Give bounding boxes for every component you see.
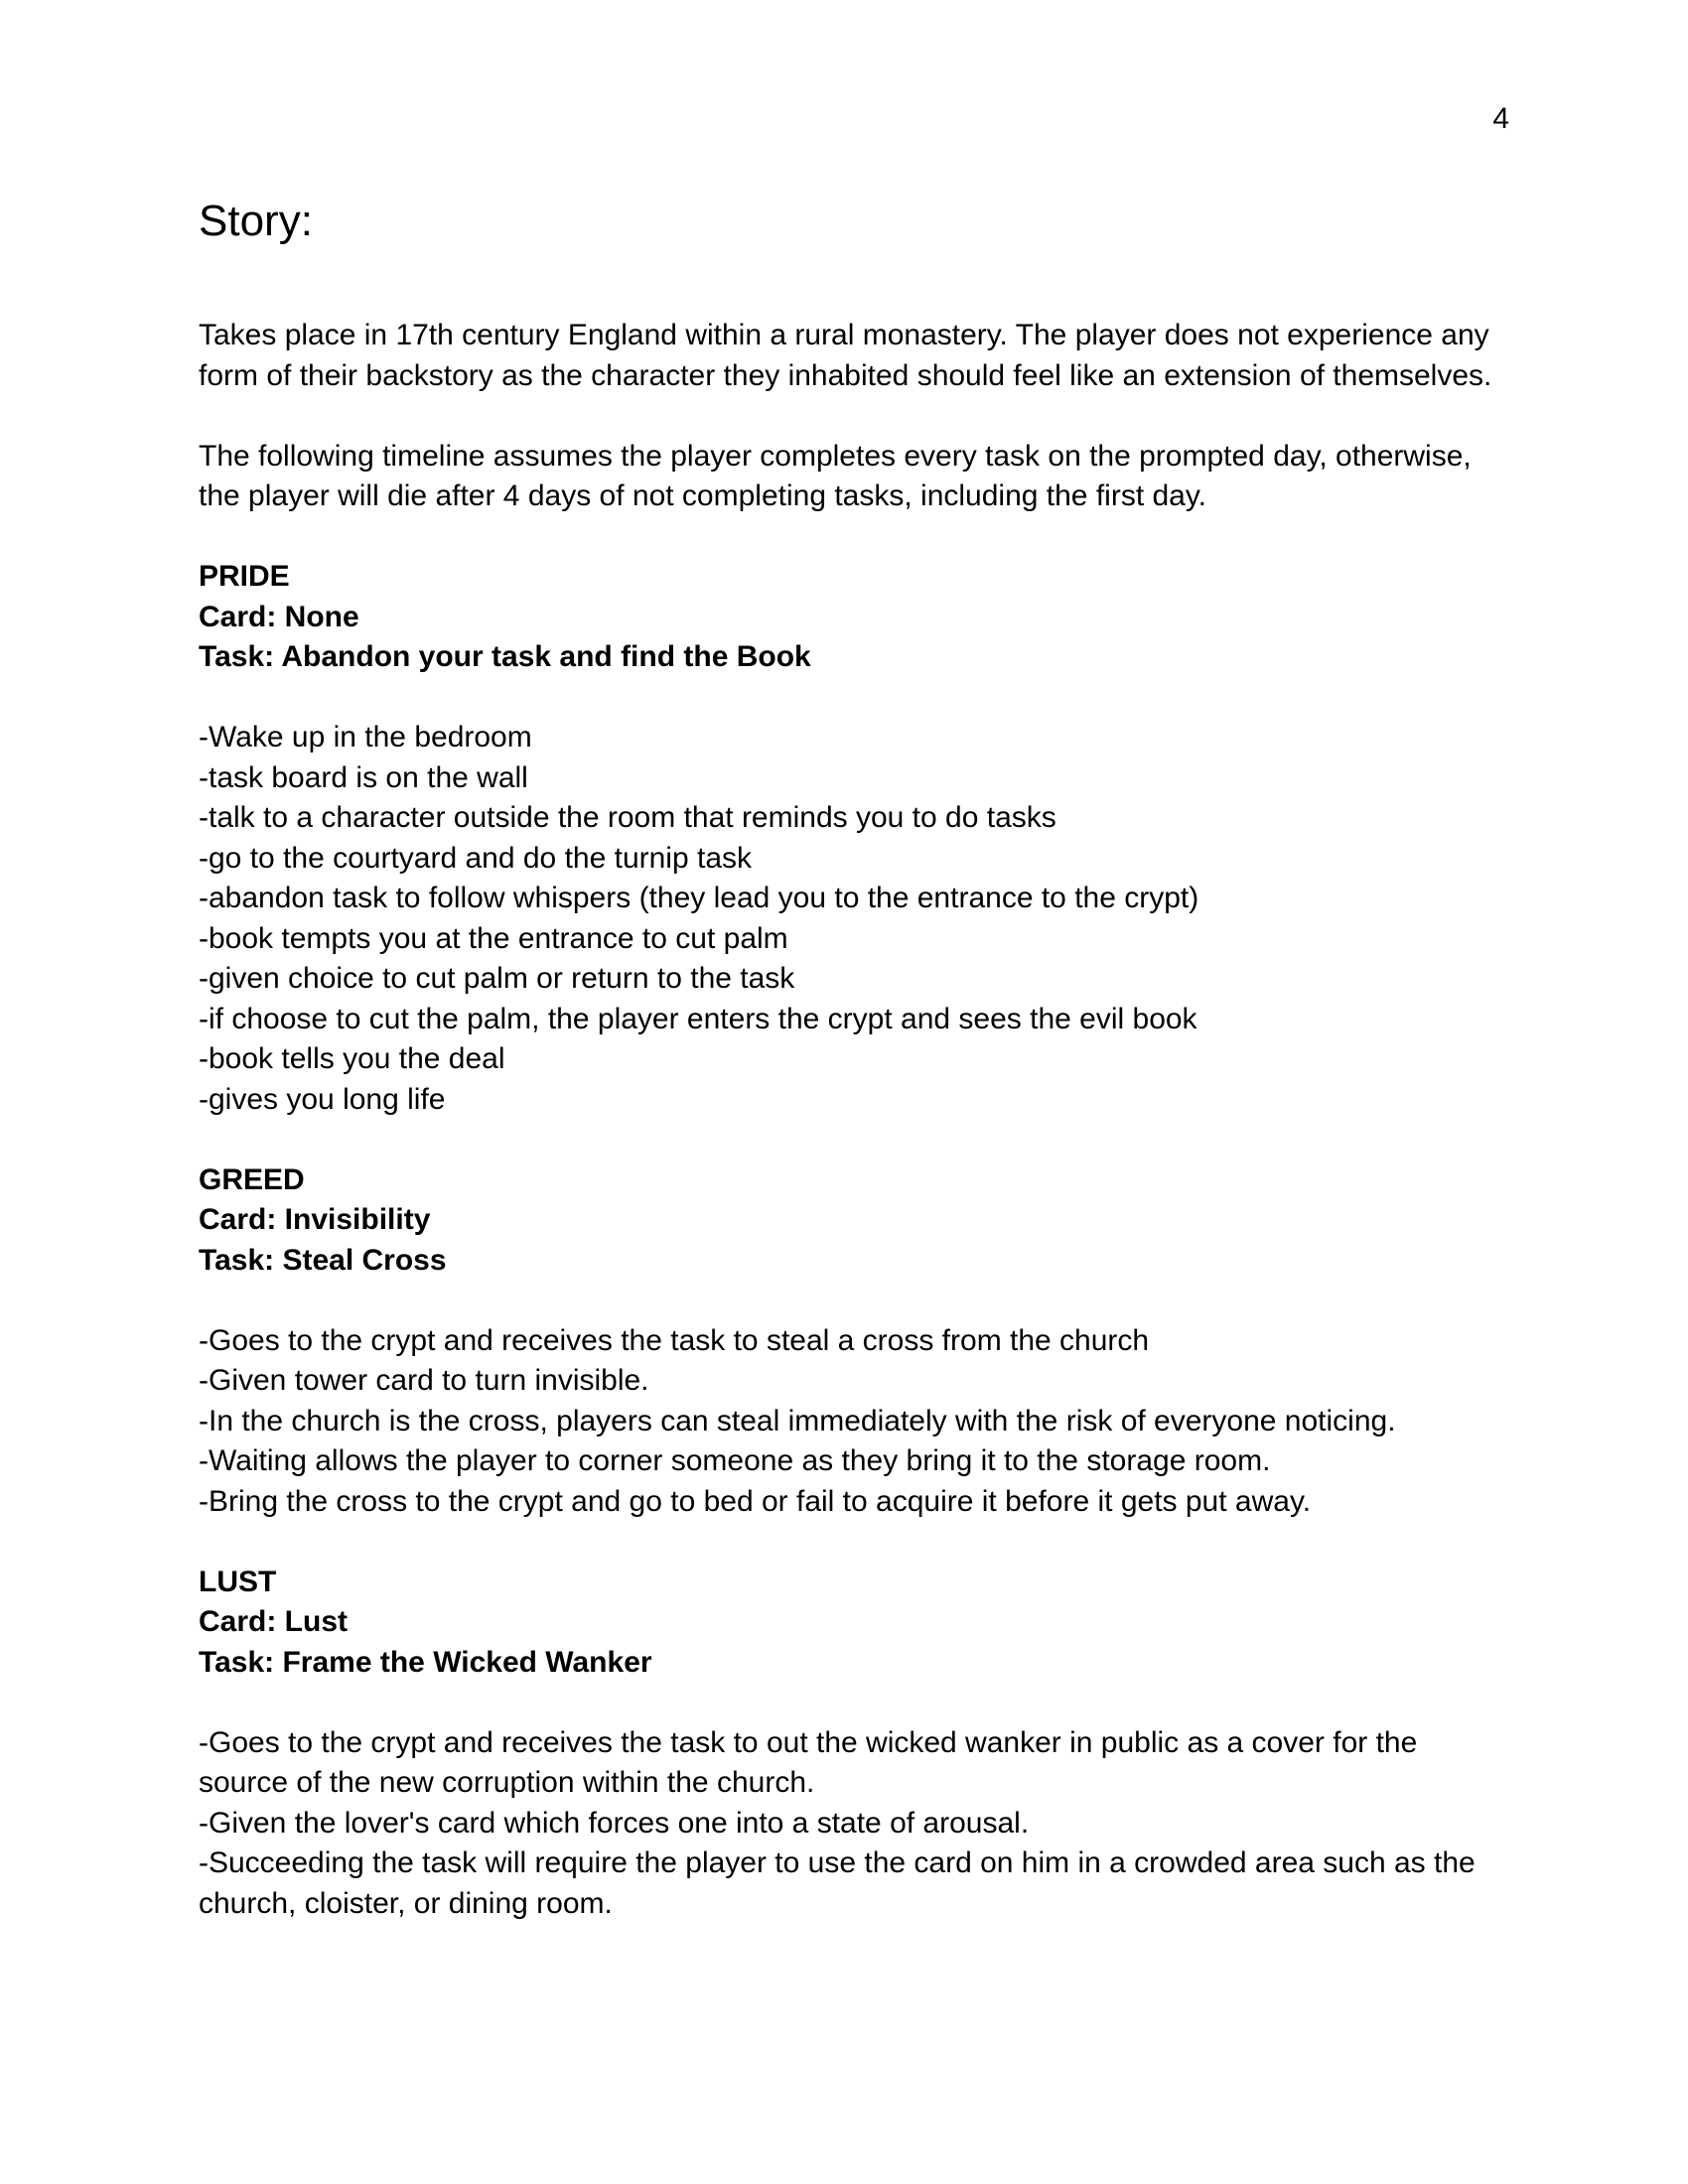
intro-paragraph: The following timeline assumes the player completes every task on the prompted day, otherwise, the player will die after 4 days of not completing tasks, including the first day. (199, 439, 1472, 512)
section-bullets-lust (199, 1723, 1499, 1925)
section-card: Card: Lust (199, 1605, 348, 1638)
section-bullets-greed (199, 1321, 1499, 1523)
section-header-greed (199, 1160, 1499, 1282)
section-header-pride (199, 557, 1499, 678)
page-number: 4 (1492, 102, 1509, 135)
bullet-item: -gives you long life (199, 1082, 446, 1116)
section-name: PRIDE (199, 560, 290, 593)
section-task: Task: Frame the Wicked Wanker (199, 1645, 652, 1679)
section-name: GREED (199, 1162, 305, 1196)
section-name: LUST (199, 1565, 277, 1598)
bullet-item: -Given the lover's card which forces one into a state of arousal. (199, 1806, 1030, 1840)
section-task: Task: Abandon your task and find the Book (199, 640, 811, 673)
bullet-item: -go to the courtyard and do the turnip task (199, 841, 753, 875)
section-task: Task: Steal Cross (199, 1243, 447, 1277)
section-card: Card: None (199, 600, 359, 633)
bullet-item: -book tells you the deal (199, 1042, 505, 1075)
bullet-item: -Goes to the crypt and receives the task to out the wicked wanker in public as a cover for the source of the new corruption within the church. (199, 1725, 1418, 1799)
intro-paragraph: Takes place in 17th century England within a rural monastery. The player does not experience any form of their backstory as the character they inhabited should feel like an extension of themselves. (199, 319, 1492, 392)
section-bullets-pride (199, 718, 1499, 1120)
document-body (199, 195, 1499, 1965)
bullet-item: -abandon task to follow whispers (they lead you to the entrance to the crypt) (199, 882, 1199, 914)
bullet-item: -Goes to the crypt and receives the task to steal a cross from the church (199, 1323, 1150, 1357)
bullet-item: -talk to a character outside the room that reminds you to do tasks (199, 801, 1056, 834)
bullet-item: -Given tower card to turn invisible. (199, 1364, 649, 1397)
section-header-lust (199, 1563, 1499, 1684)
bullet-item: -book tempts you at the entrance to cut palm (199, 921, 788, 955)
bullet-item: -given choice to cut palm or return to the task (199, 962, 795, 995)
bullet-item: -Succeeding the task will require the player to use the card on him in a crowded area such as the church, cloister, or dining room. (199, 1846, 1476, 1920)
bullet-item: -Bring the cross to the crypt and go to bed or fail to acquire it before it gets put away. (199, 1484, 1312, 1518)
section-card: Card: Invisibility (199, 1203, 431, 1236)
bullet-item: -In the church is the cross, players can steal immediately with the risk of everyone noticing. (199, 1404, 1396, 1437)
page-title: Story: (199, 197, 313, 245)
bullet-item: -if choose to cut the palm, the player enters the crypt and sees the evil book (199, 1002, 1197, 1035)
bullet-item: -Wake up in the bedroom (199, 721, 532, 753)
bullet-item: -Waiting allows the player to corner someone as they bring it to the storage room. (199, 1444, 1271, 1477)
bullet-item: -task board is on the wall (199, 760, 528, 794)
